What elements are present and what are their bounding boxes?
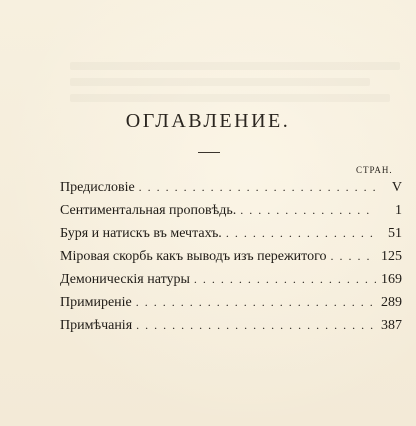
dot-leader <box>139 181 376 193</box>
table-of-contents <box>60 180 402 341</box>
title-divider <box>198 152 220 153</box>
toc-entry-page: V <box>391 180 402 195</box>
page-column-label: СТРАН. <box>356 165 393 175</box>
toc-entry-title: Сентиментальная проповѣдь. <box>60 203 237 218</box>
dot-leader <box>136 296 376 308</box>
toc-entry <box>60 249 402 272</box>
toc-entry-page: 289 <box>381 295 402 310</box>
toc-entry-title: Предисловіе <box>60 180 135 195</box>
toc-entry <box>60 180 402 203</box>
dot-leader <box>331 250 377 262</box>
toc-entry-title: Примиреніе <box>60 295 132 310</box>
dot-leader <box>226 227 376 239</box>
toc-entry <box>60 226 402 249</box>
toc-entry <box>60 203 402 226</box>
toc-entry-page: 1 <box>395 203 402 218</box>
toc-entry-page: 125 <box>381 249 402 264</box>
bleed-through-line <box>70 94 390 102</box>
bleed-through-line <box>70 78 370 86</box>
toc-entry-title: Міровая скорбь какъ выводъ изъ пережитого <box>60 249 327 264</box>
toc-entry-page: 169 <box>381 272 402 287</box>
toc-entry <box>60 318 402 341</box>
toc-entry <box>60 295 402 318</box>
toc-entry-title: Примѣчанія <box>60 318 133 333</box>
dot-leader <box>136 319 376 331</box>
bleed-through-line <box>70 62 400 70</box>
page-title: ОГЛАВЛЕНИЕ. <box>125 110 291 132</box>
toc-entry <box>60 272 402 295</box>
toc-entry-page: 51 <box>388 226 402 241</box>
toc-entry-title: Буря и натискъ въ мечтахъ. <box>60 226 222 241</box>
toc-entry-title: Демоническія натуры <box>60 272 190 287</box>
dot-leader <box>194 273 376 285</box>
toc-entry-page: 387 <box>381 318 402 333</box>
dot-leader <box>240 204 376 216</box>
